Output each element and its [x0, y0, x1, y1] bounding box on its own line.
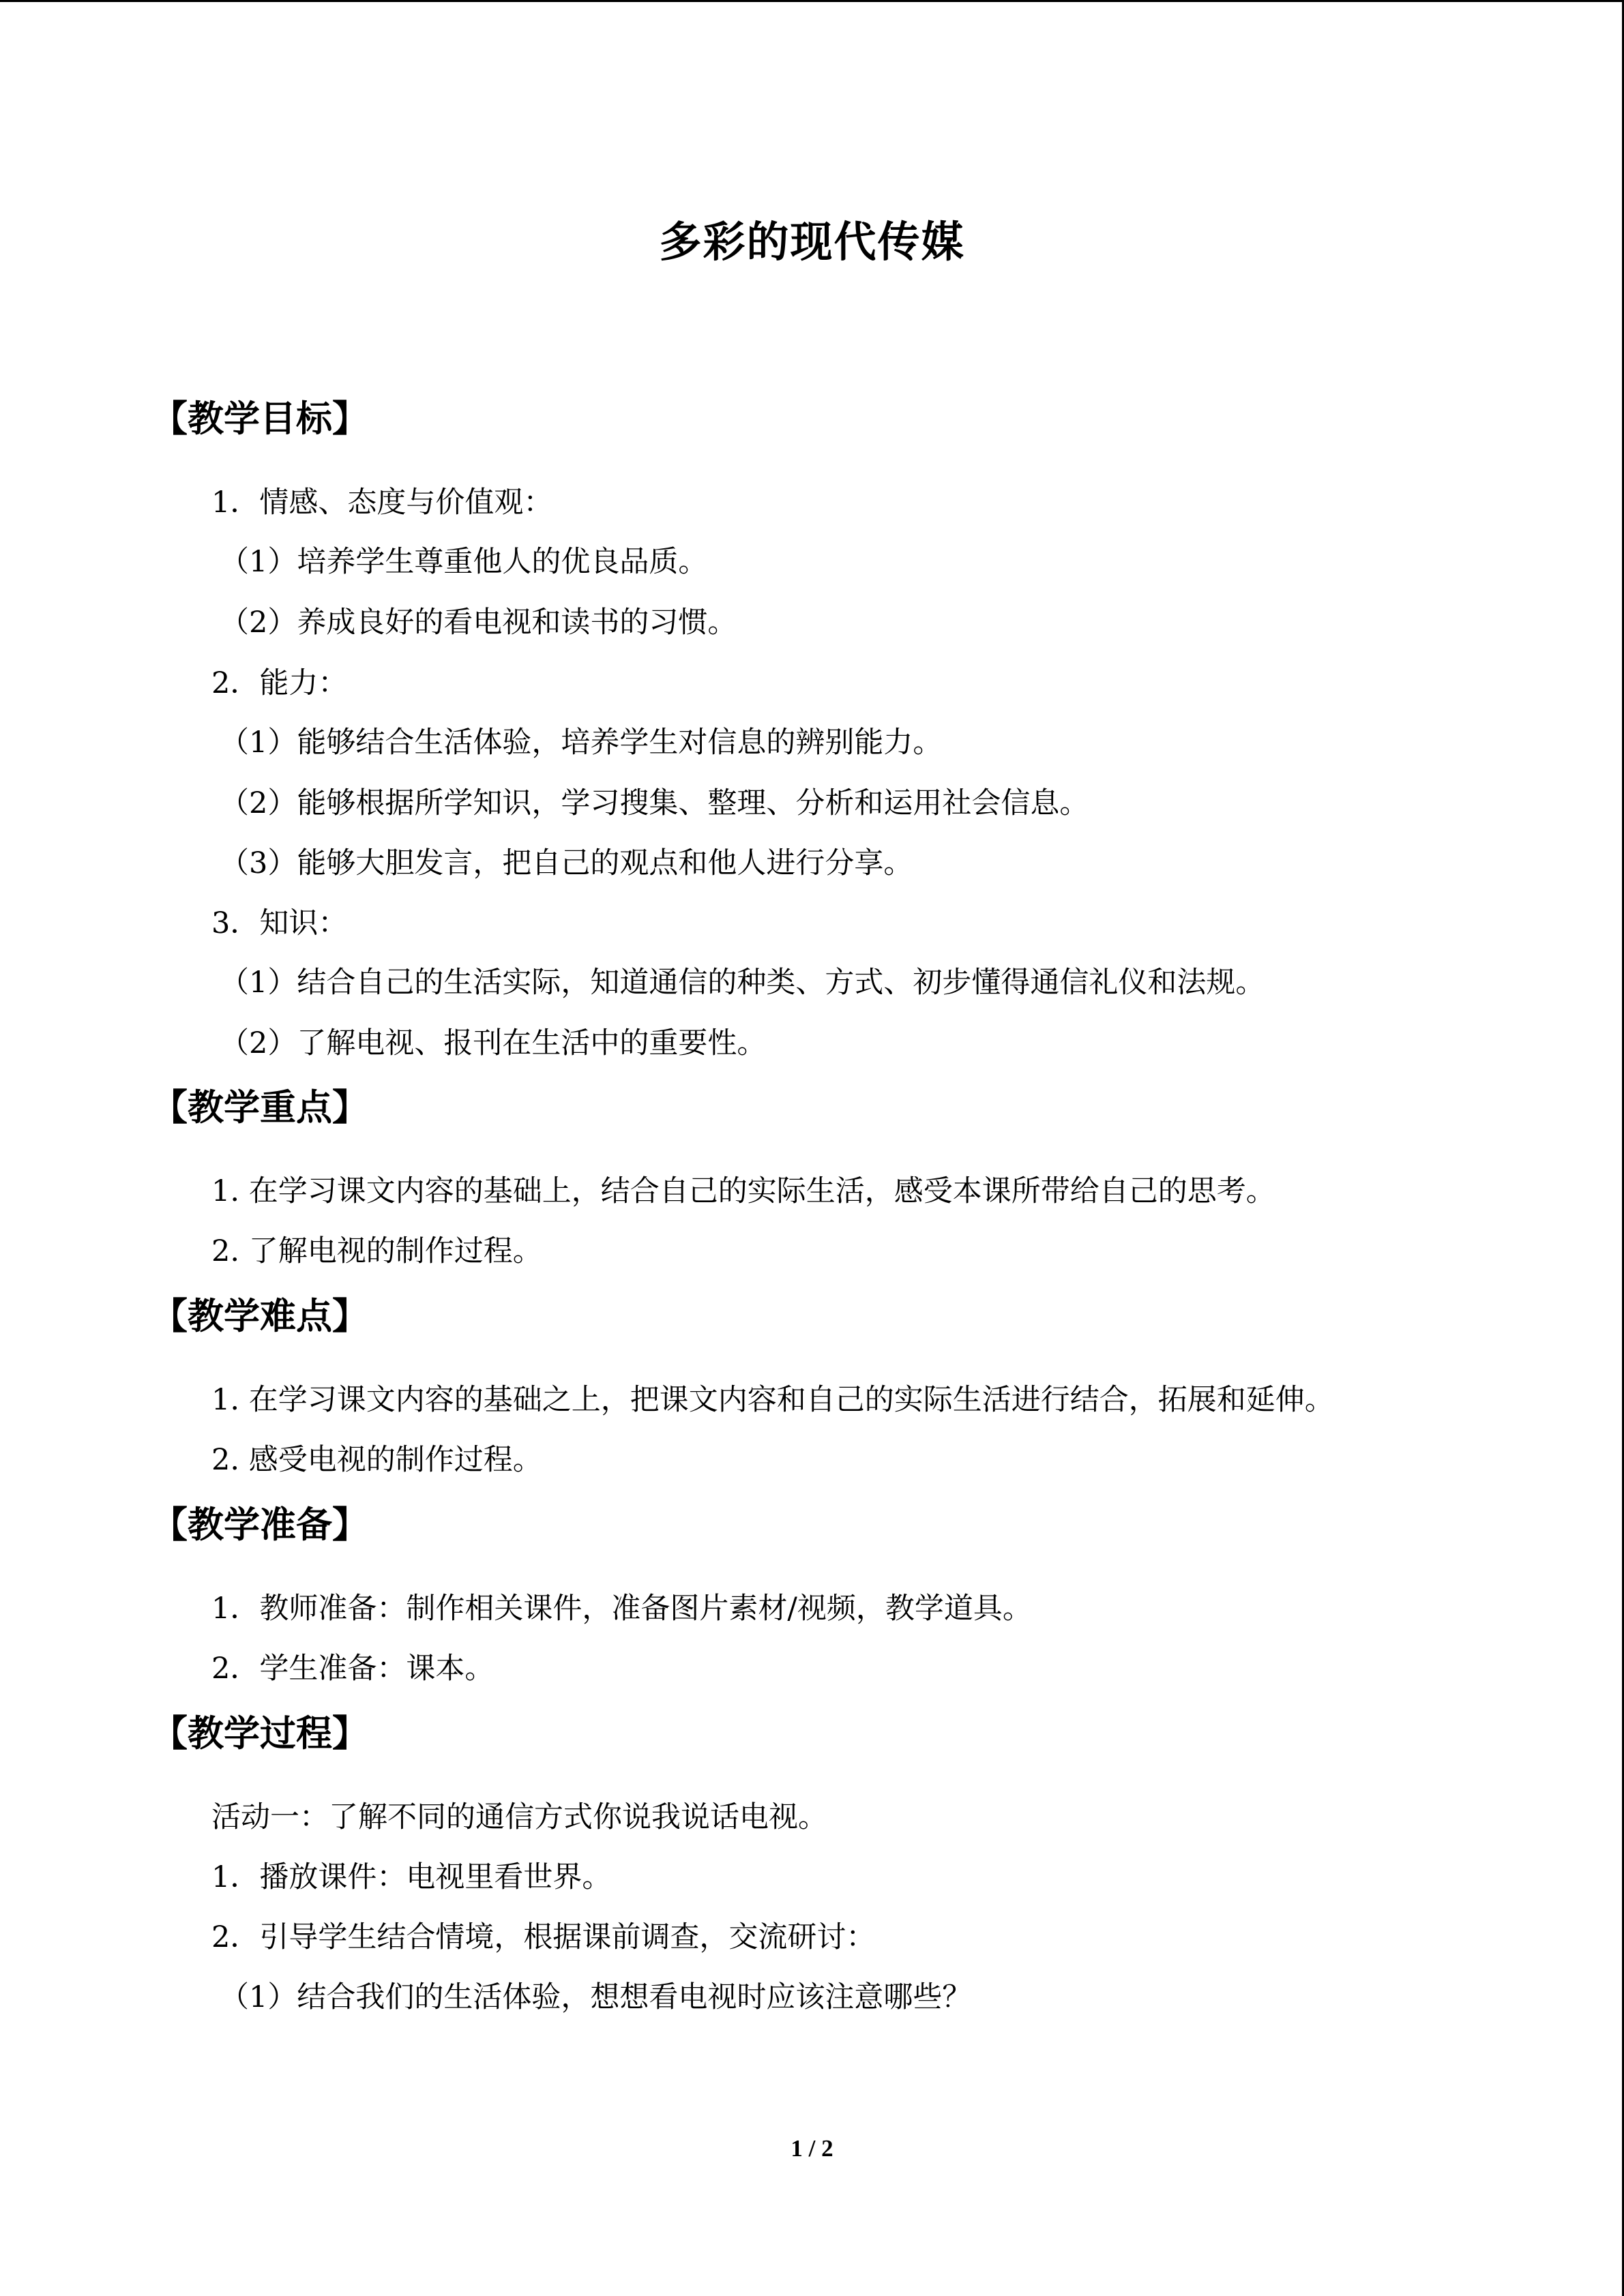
document-title: 多彩的现代传媒: [659, 217, 965, 267]
process-line: （1）结合我们的生活体验，想想看电视时应该注意哪些？: [220, 1980, 972, 2014]
section-heading-difficulties: 【教学难点】: [151, 1296, 368, 1337]
goals-line: （2）能够根据所学知识，学习搜集、整理、分析和运用社会信息。: [220, 786, 1089, 820]
process-line: 活动一：了解不同的通信方式你说我说话电视。: [211, 1800, 827, 1834]
goals-line: （3）能够大胆发言，把自己的观点和他人进行分享。: [220, 846, 913, 880]
key-points-line: 1. 在学习课文内容的基础上，结合自己的实际生活，感受本课所带给自己的思考。: [211, 1174, 1275, 1208]
goals-line: （1）培养学生尊重他人的优良品质。: [220, 545, 708, 579]
goals-line: 3．知识：: [211, 906, 348, 940]
goals-line: （2）养成良好的看电视和读书的习惯。: [220, 606, 737, 640]
key-points-line: 2. 了解电视的制作过程。: [211, 1234, 542, 1268]
section-heading-goals: 【教学目标】: [151, 398, 368, 440]
section-heading-key-points: 【教学重点】: [151, 1087, 368, 1129]
difficulties-line: 2. 感受电视的制作过程。: [211, 1443, 542, 1477]
goals-line: （2）了解电视、报刊在生活中的重要性。: [220, 1026, 767, 1060]
preparation-line: 1．教师准备：制作相关课件，准备图片素材/视频，教学道具。: [211, 1592, 1032, 1626]
difficulties-line: 1. 在学习课文内容的基础之上，把课文内容和自己的实际生活进行结合，拓展和延伸。: [211, 1383, 1334, 1417]
goals-line: 1．情感、态度与价值观：: [211, 486, 553, 520]
page-border-top: [0, 0, 1624, 2]
section-heading-process: 【教学过程】: [151, 1713, 368, 1755]
process-line: 2．引导学生结合情境，根据课前调查，交流研讨：: [211, 1920, 876, 1954]
process-line: 1．播放课件：电视里看世界。: [211, 1860, 612, 1894]
goals-line: 2．能力：: [211, 666, 348, 700]
goals-line: （1）能够结合生活体验，培养学生对信息的辨别能力。: [220, 726, 943, 760]
section-heading-preparation: 【教学准备】: [151, 1504, 368, 1546]
preparation-line: 2．学生准备：课本。: [211, 1652, 494, 1686]
page-indicator: 1 / 2: [791, 2135, 833, 2162]
goals-line: （1）结合自己的生活实际，知道通信的种类、方式、初步懂得通信礼仪和法规。: [220, 966, 1265, 1000]
